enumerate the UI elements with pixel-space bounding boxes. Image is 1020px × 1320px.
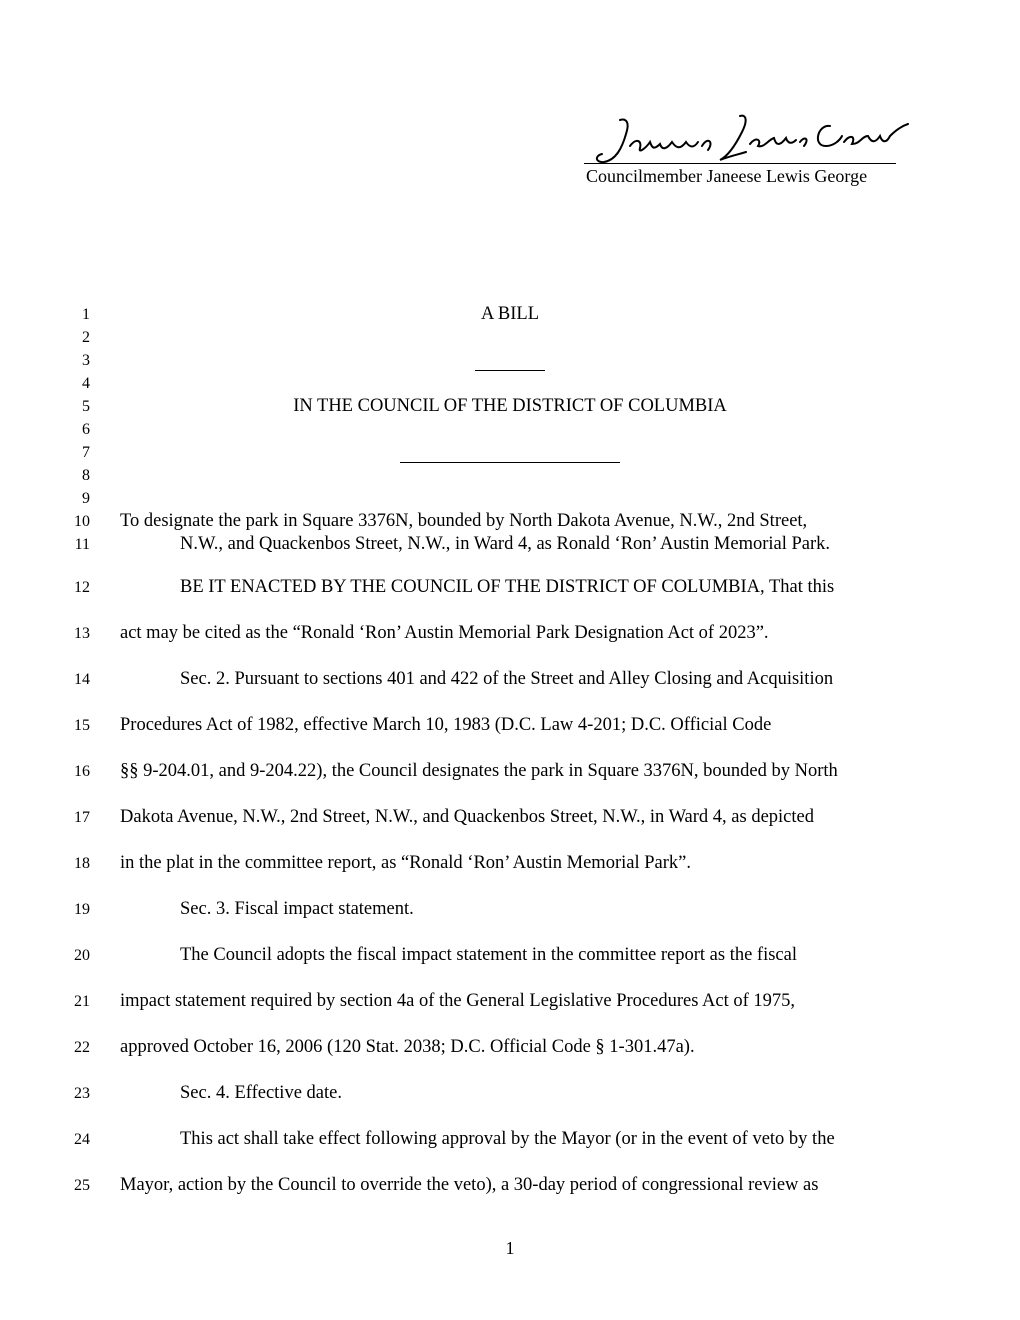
line-number: 12 xyxy=(74,579,90,596)
bill-number-blank xyxy=(475,370,545,371)
line-number: 17 xyxy=(74,809,90,826)
body-line: The Council adopts the fiscal impact statement in the committee report as the fiscal xyxy=(180,945,797,965)
line-number: 21 xyxy=(74,993,90,1010)
section-4-heading: Sec. 4. Effective date. xyxy=(180,1083,342,1103)
line-number: 25 xyxy=(74,1177,90,1194)
long-title-line: To designate the park in Square 3376N, bounded by North Dakota Avenue, N.W., 2nd Street, xyxy=(120,511,808,531)
enacting-clause: BE IT ENACTED BY THE COUNCIL OF THE DISTRICT OF COLUMBIA, That this xyxy=(180,577,835,597)
line-number: 23 xyxy=(74,1085,90,1102)
line-number: 19 xyxy=(74,901,90,918)
section-2-line: Sec. 2. Pursuant to sections 401 and 422 of the Street and Alley Closing and Acquisition xyxy=(180,669,834,689)
section-3-heading: Sec. 3. Fiscal impact statement. xyxy=(180,899,414,919)
line-number: 10 xyxy=(74,513,90,530)
body-line: impact statement required by section 4a of the General Legislative Procedures Act of 1975, xyxy=(120,991,796,1011)
line-number: 15 xyxy=(74,717,90,734)
long-title-line: N.W., and Quackenbos Street, N.W., in Ward 4, as Ronald ‘Ron’ Austin Memorial Park. xyxy=(180,534,831,554)
line-number: 11 xyxy=(74,536,90,553)
council-heading: IN THE COUNCIL OF THE DISTRICT OF COLUMBIA xyxy=(293,396,727,416)
line-number: 14 xyxy=(74,671,90,688)
line-number: 24 xyxy=(74,1131,90,1148)
date-blank xyxy=(400,462,620,463)
line-number: 22 xyxy=(74,1039,90,1056)
line-number: 18 xyxy=(74,855,90,872)
signer-caption: Councilmember Janeese Lewis George xyxy=(586,166,868,186)
line-number: 16 xyxy=(74,763,90,780)
body-line: §§ 9-204.01, and 9-204.22), the Council designates the park in Square 3376N, bounded by North xyxy=(120,761,838,781)
line-number: 6 xyxy=(82,421,90,438)
line-number: 7 xyxy=(82,444,90,461)
signature-line xyxy=(584,163,896,164)
body-line: in the plat in the committee report, as “Ronald ‘Ron’ Austin Memorial Park”. xyxy=(120,853,691,873)
line-number: 3 xyxy=(82,352,90,369)
line-number: 9 xyxy=(82,490,90,507)
body-line: Procedures Act of 1982, effective March 10, 1983 (D.C. Law 4-201; D.C. Official Code xyxy=(120,715,772,735)
body-line: act may be cited as the “Ronald ‘Ron’ Austin Memorial Park Designation Act of 2023”. xyxy=(120,623,769,643)
body-line: Mayor, action by the Council to override the veto), a 30-day period of congressional review as xyxy=(120,1175,819,1195)
line-number: 20 xyxy=(74,947,90,964)
line-number: 13 xyxy=(74,625,90,642)
line-number: 1 xyxy=(82,306,90,323)
line-number: 8 xyxy=(82,467,90,484)
bill-title: A BILL xyxy=(480,304,540,324)
body-line: This act shall take effect following approval by the Mayor (or in the event of veto by the xyxy=(180,1129,835,1149)
line-number: 5 xyxy=(82,398,90,415)
line-number: 2 xyxy=(82,329,90,346)
page-number: 1 xyxy=(505,1238,515,1258)
body-line: Dakota Avenue, N.W., 2nd Street, N.W., and Quackenbos Street, N.W., in Ward 4, as depicted xyxy=(120,807,814,827)
line-number: 4 xyxy=(82,375,90,392)
body-line: approved October 16, 2006 (120 Stat. 2038; D.C. Official Code § 1-301.47a). xyxy=(120,1037,695,1057)
